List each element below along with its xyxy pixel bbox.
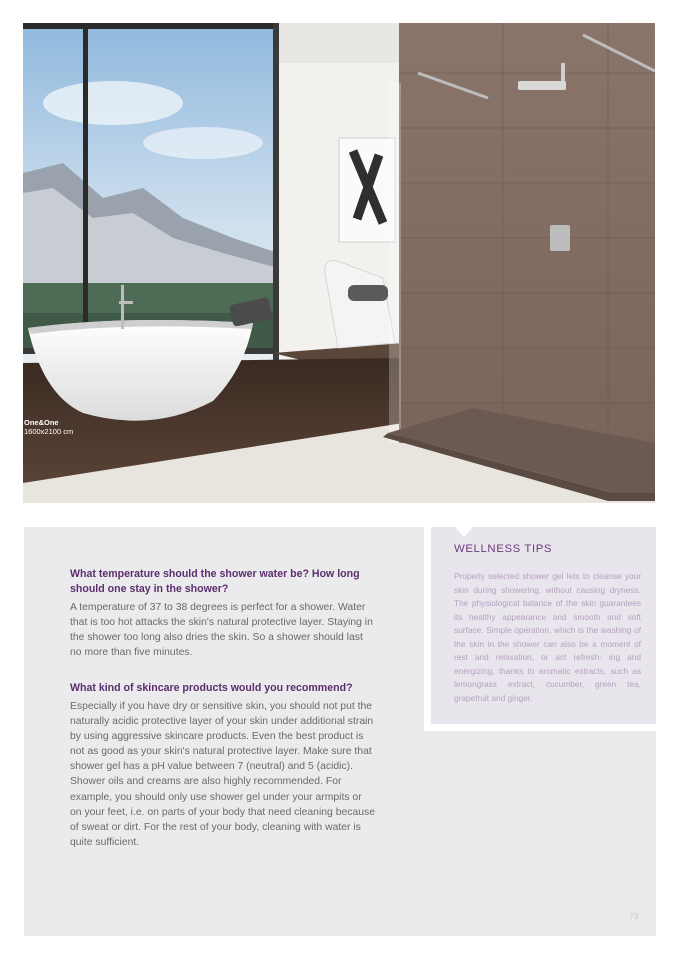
photo-caption bbox=[24, 418, 73, 436]
caption-dimensions: 1600x2100 cm bbox=[24, 427, 74, 436]
page-number: 73 bbox=[629, 911, 639, 921]
qa-block-temperature bbox=[70, 567, 375, 660]
answer-paragraph: Especially if you have dry or sensitive skin, you should not put the naturally acidic protective layer of your skin under additional strain by using aggressive skincare products. Even the best product is not as good as your skin's natural protective layer. Make sure that shower gel has a pH value between 7 (neutral) and 5 (acidic). Shower oils and creams are also highly recommended. For example, you should only use shower gel under your armpits or on your feet, i.e. on parts of your body that need cleaning because of sweat or dirt. For the rest of your body, cleaning with water is quite sufficient. bbox=[70, 701, 375, 848]
tips-notch-marker bbox=[455, 527, 473, 537]
question-heading: What kind of skincare products would you recommend? bbox=[70, 682, 353, 694]
tips-box-gutter bbox=[424, 527, 431, 731]
answer-paragraph: A temperature of 37 to 38 degrees is perfect for a shower. Water that is too hot attacks the skin's natural protective layer. Staying in the shower too long also dries the skin. So a shower should last no more than five minutes. bbox=[70, 602, 373, 659]
tips-box-gutter-bottom bbox=[424, 724, 656, 731]
bathroom-photo bbox=[23, 23, 655, 503]
question-heading: What temperature should the shower water be? How long should one stay in the shower? bbox=[70, 568, 360, 595]
caption-model-name: One&One bbox=[24, 418, 59, 427]
wellness-tips-text: Properly selected shower gel lets to cleanse your skin during showering, without causing dryness. The physiological balance of the skin guarantees its healthy appearance and smooth and soft surface. Simple operation, which is the washing of the skin in the shower can also be a moment of rest and relaxation, or act refresh- ing and energizing, thanks to aromatic extracts, such as lemongrass extract, cucumber, green tea, grapefruit and ginger. bbox=[454, 571, 641, 703]
wellness-tips-title: WELLNESS TIPS bbox=[454, 543, 553, 555]
bathroom-illustration bbox=[23, 23, 655, 503]
qa-block-skincare bbox=[70, 681, 375, 850]
